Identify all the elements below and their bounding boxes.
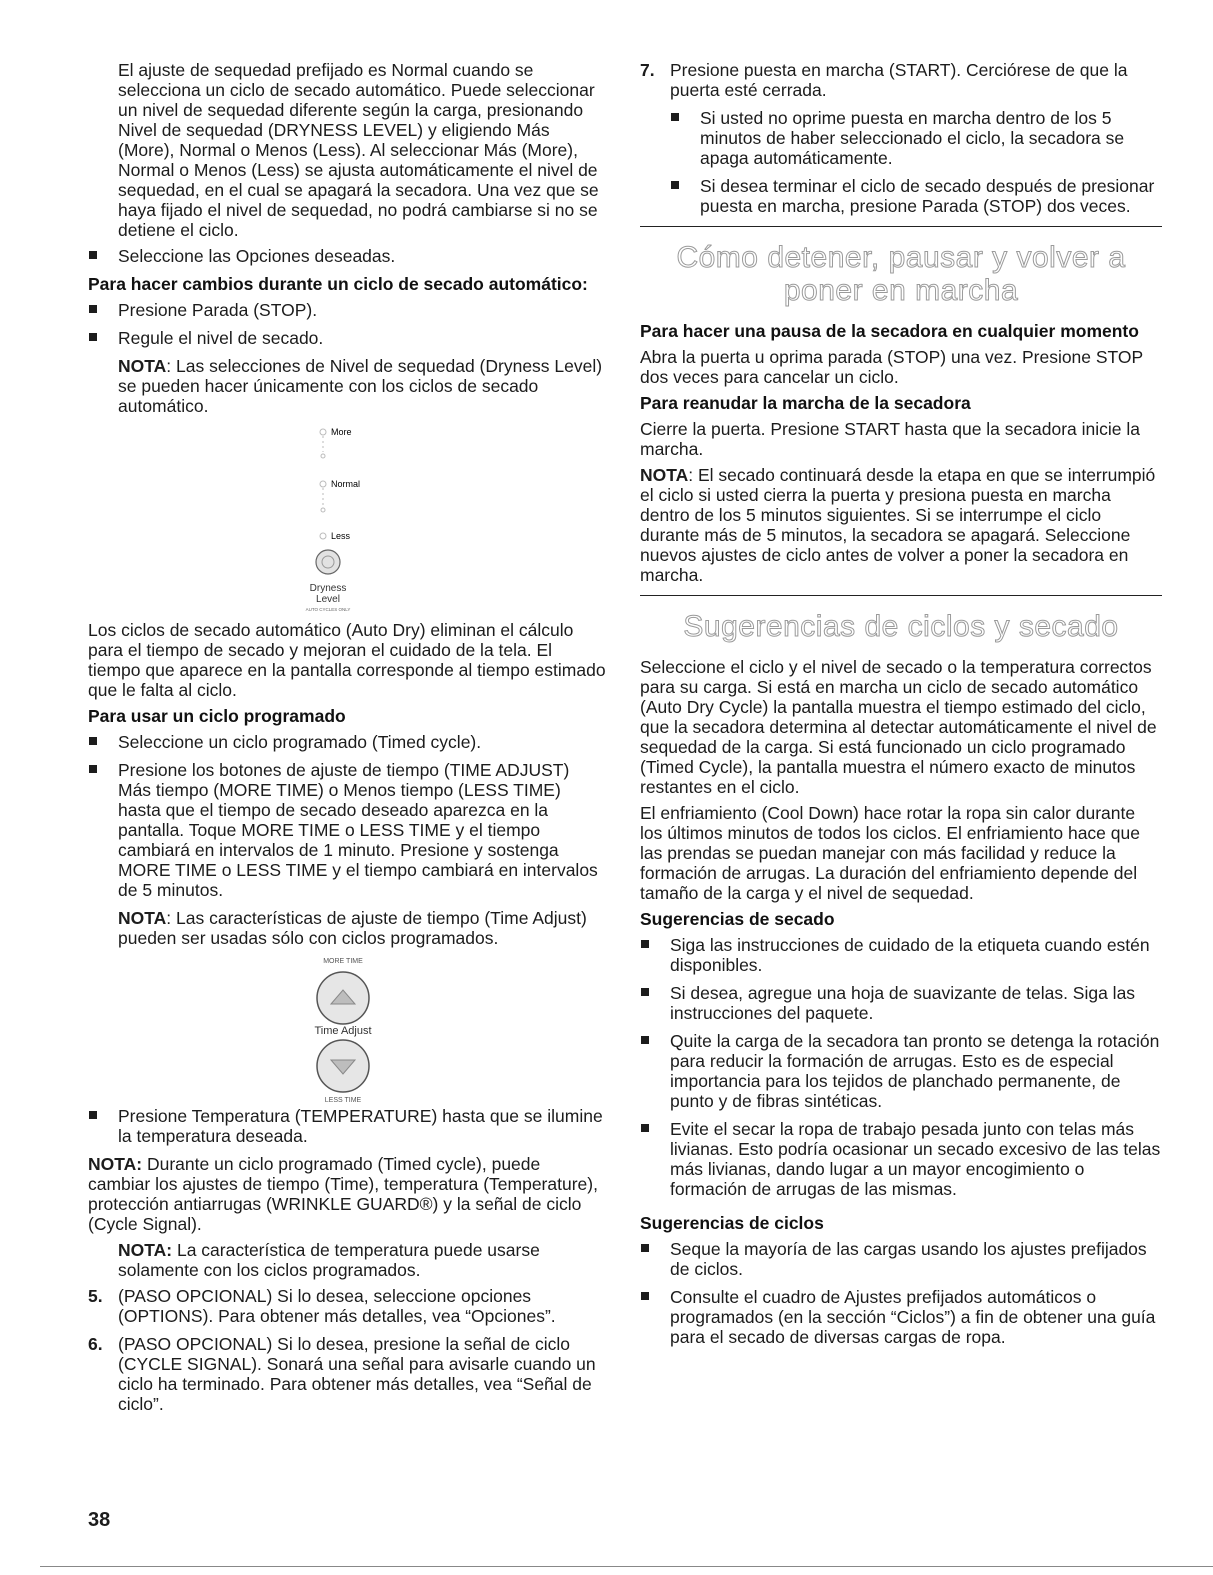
note-label: NOTA: bbox=[118, 1240, 173, 1260]
note-label: NOTA bbox=[118, 356, 167, 376]
heading-drying-tips: Sugerencias de secado bbox=[640, 909, 835, 929]
step-number: 6. bbox=[88, 1334, 103, 1354]
step-text: (PASO OPCIONAL) Si lo desea, presione la señal de ciclo (CYCLE SIGNAL). Sonará una señal para avisarle cuando un ciclo ha terminado. Para obtener más detalles, vea “Señal de ciclo”. bbox=[118, 1334, 596, 1414]
dryness-title-label: Dryness bbox=[309, 583, 347, 594]
step-number: 7. bbox=[640, 60, 655, 80]
note-label: NOTA bbox=[640, 465, 689, 485]
left-column bbox=[88, 60, 606, 1422]
bullet-time-adjust: Presione los botones de ajuste de tiempo (TIME ADJUST) Más tiempo (MORE TIME) o Menos tiempo (LESS TIME) hasta que el tiempo de secado deseado aparezca en la pantalla. Toque MORE TIME o LESS TIME y el tiempo cambiará en intervalos de 1 minuto. Presione y sostenga MORE TIME o LESS TIME y el tiempo cambiará en intervalos de 5 minutos. bbox=[88, 760, 606, 900]
page-number: 38 bbox=[88, 1509, 111, 1531]
note-temperature bbox=[88, 1240, 606, 1280]
note-time-adjust bbox=[88, 908, 606, 948]
step-text: (PASO OPCIONAL) Si lo desea, seleccione opciones (OPTIONS). Para obtener más detalles, vea “Opciones”. bbox=[118, 1286, 556, 1326]
dryness-intro-paragraph: El ajuste de sequedad prefijado es Normal cuando se selecciona un ciclo de secado automático. Puede seleccionar un nivel de sequedad diferente según la carga, presionando Nivel de sequedad (DRYNESS LEVEL) y eligiendo Más (More), Normal o Menos (Less). Al seleccionar Más (More), Normal o Menos (Less) se ajusta automáticamente el nivel de sequedad, en el cual se apagará la secadora. Una vez que se haya fijado el nivel de sequedad, no podrá cambiarse si no se detiene el ciclo. bbox=[118, 60, 599, 240]
time-adjust-diagram bbox=[88, 954, 606, 1106]
bullet-care-label: Siga las instrucciones de cuidado de la etiqueta cuando estén disponibles. bbox=[640, 935, 1162, 975]
note-label: NOTA: bbox=[88, 1154, 143, 1174]
right-column bbox=[640, 60, 1162, 1355]
note-dryness bbox=[88, 356, 606, 416]
note-text: : El secado continuará desde la etapa en que se interrumpió el ciclo si usted cierra la puerta y presiona puesta en marcha dentro de los 5 minutos siguientes. Si se interrumpe el ciclo durante más de 5 minutos, la secadora se apagará. Seleccione nuevos ajustes de ciclo antes de volver a poner la secadora en marcha. bbox=[640, 465, 1156, 585]
tips-paragraph-1: Seleccione el ciclo y el nivel de secado o la temperatura correctos para su carga. Si está en marcha un ciclo de secado automático (Auto Dry Cycle) la pantalla muestra el tiempo estimado del ciclo, que la secadora determina al detectar automáticamente el nivel de sequedad de la carga. Si está funcionado un ciclo programado (Timed Cycle), la pantalla muestra el número exacto de minutos restantes en el ciclo. bbox=[640, 657, 1157, 797]
step-7 bbox=[640, 60, 1162, 100]
bullet-remove-load: Quite la carga de la secadora tan pronto se detenga la rotación para reducir la formación de arrugas. Esto es de especial importancia para los tejidos de planchado permanente, de punto y de fibras sintéticas. bbox=[640, 1031, 1162, 1111]
dryness-normal-label: Normal bbox=[331, 479, 361, 489]
auto-dry-paragraph: Los ciclos de secado automático (Auto Dry) eliminan el cálculo para el tiempo de secado y mejoran el cuidado de la tela. El tiempo que aparece en la pantalla corresponde al tiempo estimado que le falta al ciclo. bbox=[88, 620, 606, 700]
bullet-auto-off: Si usted no oprime puesta en marcha dentro de los 5 minutos de haber seleccionado el ciclo, la secadora se apaga automáticamente. bbox=[670, 108, 1162, 168]
heading-resume: Para reanudar la marcha de la secadora bbox=[640, 393, 971, 413]
time-adjust-label: Time Adjust bbox=[314, 1025, 372, 1037]
bullet-select-timed: Seleccione un ciclo programado (Timed cycle). bbox=[88, 732, 606, 752]
note-resume bbox=[640, 465, 1162, 585]
note-timed-changes bbox=[88, 1154, 606, 1234]
note-label: NOTA bbox=[118, 908, 167, 928]
step-6 bbox=[88, 1334, 606, 1414]
bullet-heavy-clothes: Evite el secar la ropa de trabajo pesada junto con telas más livianas. Esto podría ocasionar un secado excesivo de las telas más livianas, dando lugar a un mayor encogimiento o formación de arrugas de las mismas. bbox=[640, 1119, 1162, 1199]
section-title-stop-pause: Cómo detener, pausar y volver a poner en marcha bbox=[676, 241, 1126, 307]
bullet-temperature: Presione Temperatura (TEMPERATURE) hasta que se ilumine la temperatura deseada. bbox=[88, 1106, 606, 1146]
heading-cycle-tips: Sugerencias de ciclos bbox=[640, 1213, 824, 1233]
heading-auto-cycle-changes: Para hacer cambios durante un ciclo de secado automático: bbox=[88, 274, 588, 294]
note-text: Durante un ciclo programado (Timed cycle), puede cambiar los ajustes de tiempo (Time), temperatura (Temperature), protección antiarrugas (WRINKLE GUARD®) y la señal de ciclo (Cycle Signal). bbox=[88, 1154, 598, 1234]
section-title-tips: Sugerencias de ciclos y secado bbox=[683, 610, 1119, 643]
section-divider bbox=[640, 226, 1162, 227]
heading-timed-cycle: Para usar un ciclo programado bbox=[88, 706, 346, 726]
tips-paragraph-2: El enfriamiento (Cool Down) hace rotar la ropa sin calor durante los últimos minutos de todos los ciclos. El enfriamiento hace que las prendas se puedan manejar con más facilidad y reduce la formación de arrugas. La duración del enfriamiento depende del tamaño de la carga y el nivel de sequedad. bbox=[640, 803, 1140, 903]
bullet-press-stop: Presione Parada (STOP). bbox=[88, 300, 606, 320]
auto-cycles-only-label: AUTO CYCLES ONLY bbox=[305, 607, 351, 612]
step-text: Presione puesta en marcha (START). Cerciórese de que la puerta esté cerrada. bbox=[670, 60, 1128, 100]
time-adjust-control-figure bbox=[88, 954, 606, 1106]
note-text: : Las selecciones de Nivel de sequedad (Dryness Level) se pueden hacer únicamente con los ciclos de secado automático. bbox=[118, 356, 603, 416]
bullet-adjust-level: Regule el nivel de secado. bbox=[88, 328, 606, 348]
bullet-select-options: Seleccione las Opciones deseadas. bbox=[88, 246, 606, 266]
heading-pause: Para hacer una pausa de la secadora en cualquier momento bbox=[640, 321, 1139, 341]
dryness-level-diagram bbox=[88, 422, 606, 620]
note-text: : Las características de ajuste de tiempo (Time Adjust) pueden ser usadas sólo con ciclos programados. bbox=[118, 908, 587, 948]
step-number: 5. bbox=[88, 1286, 103, 1306]
note-text: La característica de temperatura puede usarse solamente con los ciclos programados. bbox=[118, 1240, 540, 1280]
dryness-less-label: Less bbox=[331, 531, 351, 541]
bullet-stop-twice: Si desea terminar el ciclo de secado después de presionar puesta en marcha, presione Parada (STOP) dos veces. bbox=[670, 176, 1162, 216]
dryness-level-button-icon bbox=[316, 550, 340, 574]
bullet-default-settings: Seque la mayoría de las cargas usando los ajustes prefijados de ciclos. bbox=[640, 1239, 1162, 1279]
dryness-level-control-figure bbox=[88, 422, 606, 620]
bottom-rule bbox=[40, 1566, 1213, 1567]
level-title-label: Level bbox=[316, 594, 340, 605]
bullet-softener: Si desea, agregue una hoja de suavizante de telas. Siga las instrucciones del paquete. bbox=[640, 983, 1162, 1023]
step-5 bbox=[88, 1286, 606, 1326]
more-time-label: MORE TIME bbox=[323, 958, 363, 965]
dryness-more-label: More bbox=[331, 427, 352, 437]
resume-paragraph: Cierre la puerta. Presione START hasta que la secadora inicie la marcha. bbox=[640, 419, 1140, 459]
pause-paragraph: Abra la puerta u oprima parada (STOP) una vez. Presione STOP dos veces para cancelar un ciclo. bbox=[640, 347, 1143, 387]
bullet-consult-chart: Consulte el cuadro de Ajustes prefijados automáticos o programados (en la sección “Ciclos”) a fin de obtener una guía para el secado de diversas cargas de ropa. bbox=[640, 1287, 1162, 1347]
less-time-label: LESS TIME bbox=[324, 1097, 362, 1104]
section-divider bbox=[640, 595, 1162, 596]
